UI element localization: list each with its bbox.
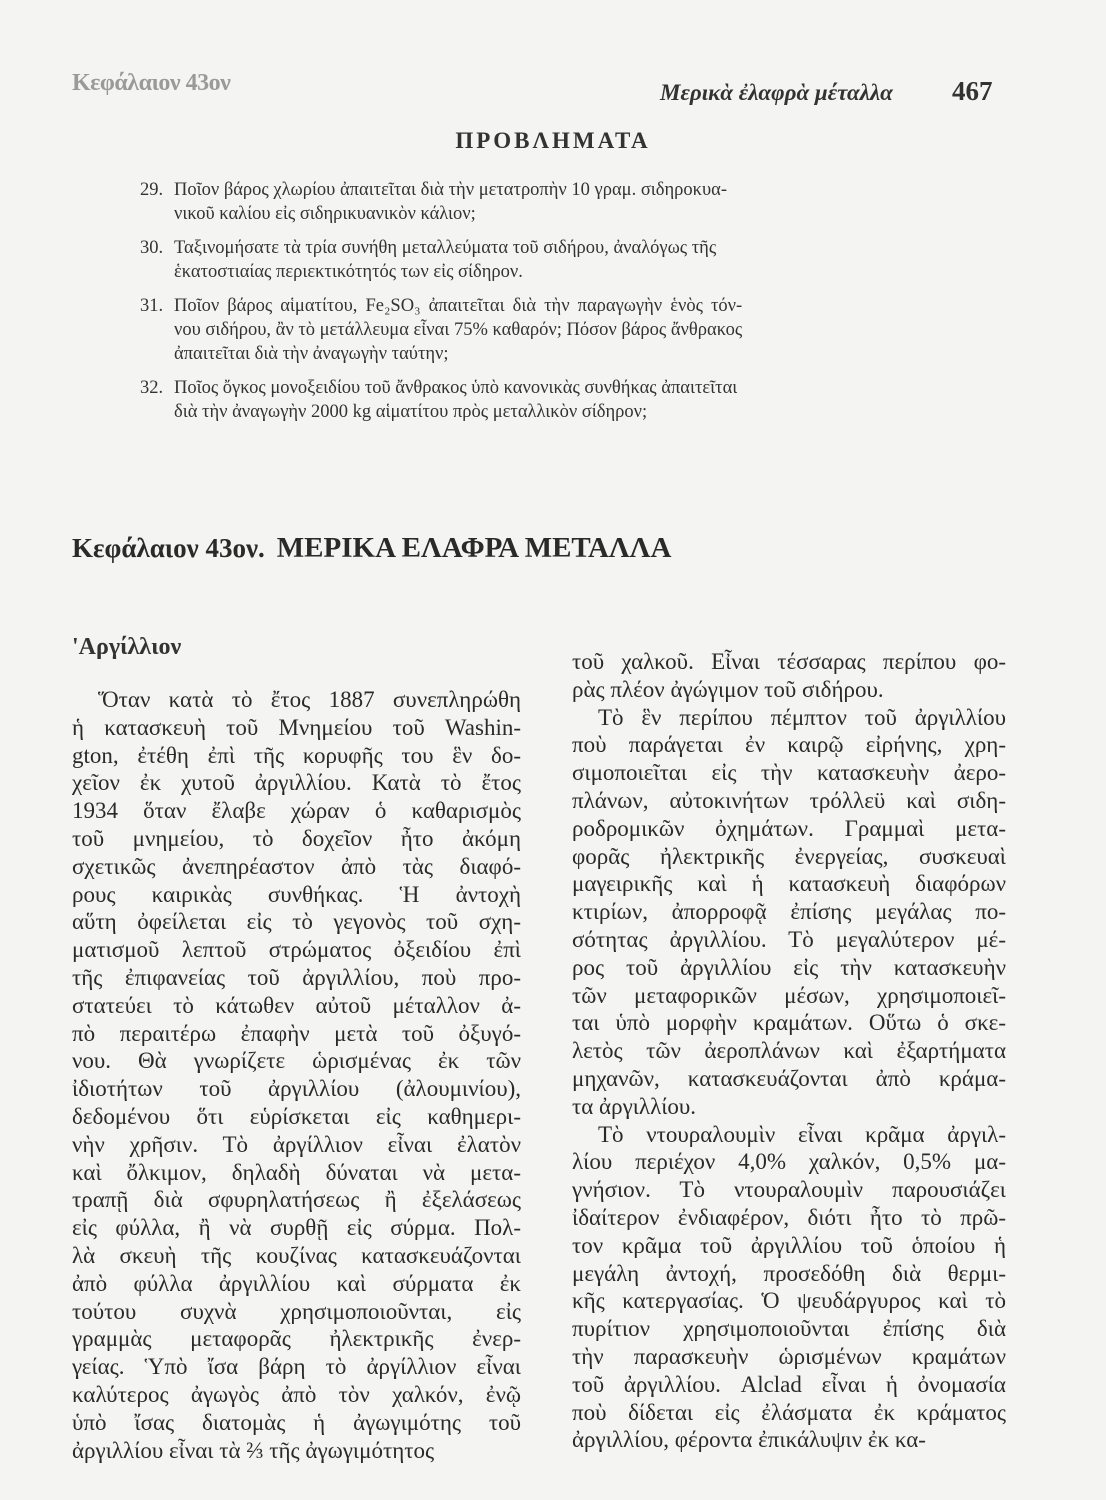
problem-text — [174, 178, 727, 226]
text-line: ματισμοῦ λεπτοῦ στρώματος ὀξειδίου ἐπὶ — [72, 937, 521, 963]
problem-line: διὰ τὴν ἀναγωγὴν 2000 kg αἱματίτου πρὸς μεταλλικὸν σίδηρον; — [174, 402, 648, 422]
problem-text — [174, 376, 737, 424]
text-line: ἀπὸ φύλλα ἀργιλλίου καὶ σύρματα ἐκ — [72, 1270, 521, 1296]
text-line: Τὸ ἓν περίπου πέμπτον τοῦ ἀργιλλίου — [598, 704, 1006, 730]
text-line: τῆς ἐπιφανείας τοῦ ἀργιλλίου, ποὺ προ- — [72, 964, 521, 990]
text-line: 1934 ὅταν ἔλαβε χώραν ὁ καθαρισμὸς — [72, 798, 521, 824]
text-line: γείας. Ὑπὸ ἴσα βάρη τὸ ἀργίλλιον εἶναι — [72, 1354, 521, 1380]
problem-text — [174, 236, 716, 284]
text-line: στατεύει τὸ κάτωθεν αὐτοῦ μέταλλον ἀ- — [72, 992, 521, 1018]
text-line: σότητας ἀργιλλίου. Τὸ μεγαλύτερον μέ- — [572, 926, 1006, 952]
text-line: εἰς φύλλα, ἢ νὰ συρθῇ εἰς σύρμα. Πολ- — [72, 1215, 521, 1241]
text-line: τοῦ χαλκοῦ. Εἶναι τέσσαρας περίπου φο- — [572, 649, 1006, 674]
text-line: ἀργιλλίου, φέροντα ἐπικάλυψιν ἐκ κα- — [572, 1427, 926, 1453]
problem-number: 31. — [140, 296, 164, 316]
problem-number: 32. — [140, 378, 164, 398]
problem-item — [140, 178, 990, 226]
text-line: αὕτη ὀφείλεται εἰς τὸ γεγονὸς τοῦ σχη- — [72, 909, 521, 935]
text-line: τον κρᾶμα τοῦ ἀργιλλίου τοῦ ὁποίου ἡ — [572, 1232, 1006, 1258]
problem-item — [140, 236, 990, 284]
text-line: λὰ σκευὴ τῆς κουζίνας κατασκευάζονται — [72, 1242, 521, 1268]
text-line: μηχανῶν, κατασκευάζονται ἀπὸ κράμα- — [572, 1065, 1006, 1091]
problem-line: ἀπαιτεῖται διὰ τὴν ἀναγωγὴν ταύτην; — [174, 344, 449, 364]
text-line: μαγειρικῆς καὶ ἡ κατασκευὴ διαφόρων — [572, 871, 1006, 897]
text-line: λετὸς τῶν ἀεροπλάνων καὶ ἐξαρτήματα — [572, 1038, 1006, 1064]
problem-line: ἑκατοστιαίας περιεκτικότητός των εἰς σίδηρον. — [174, 262, 523, 282]
problem-line: νικοῦ καλίου εἰς σιδηρικυανικὸν κάλιον; — [174, 204, 476, 224]
text-line: μεγάλη ἀντοχή, προσεδόθη διὰ θερμι- — [572, 1260, 1006, 1286]
text-line: τῶν μεταφορικῶν μέσων, χρησιμοποιεῖ- — [572, 982, 1006, 1008]
text-line: πλάνων, αὐτοκινήτων τρόλλεϋ καὶ σιδη- — [572, 787, 1006, 813]
section-heading: 'Αργίλλιον — [72, 634, 182, 660]
text-line: ὑπὸ ἴσας διατομὰς ἡ ἀγωγιμότης τοῦ — [72, 1409, 521, 1435]
text-line: ρὰς πλέον ἀγώγιμον τοῦ σιδήρου. — [572, 676, 884, 702]
text-line: ἰδιοτήτων τοῦ ἀργιλλίου (ἀλουμινίου), — [72, 1076, 521, 1102]
chapter-label: Κεφάλαιον 43ον. — [72, 533, 265, 563]
text-line: καλύτερος ἀγωγὸς ἀπὸ τὸν χαλκόν, ἐνῷ — [72, 1381, 521, 1407]
text-line: ποὺ δίδεται εἰς ἐλάσματα ἐκ κράματος — [572, 1399, 1006, 1425]
chapter-heading — [72, 532, 671, 565]
page-number: 467 — [952, 76, 993, 106]
text-line: σιμοποιεῖται εἰς τὴν κατασκευὴν ἀερο- — [572, 760, 1006, 786]
problems-title: ΠΡΟΒΛΗΜΑΤΑ — [455, 128, 651, 153]
text-line: gton, ἐτέθη ἐπὶ τῆς κορυφῆς του ἓν δο- — [72, 742, 521, 768]
text-line: δεδομένου ὅτι εὑρίσκεται εἰς καθημερι- — [72, 1103, 521, 1129]
text-line: πὸ περαιτέρω ἐπαφὴν μετὰ τοῦ ὀξυγό- — [72, 1020, 521, 1046]
text-line: κῆς κατεργασίας. Ὁ ψευδάργυρος καὶ τὸ — [572, 1288, 1006, 1314]
text-line: ρος τοῦ ἀργιλλίου εἰς τὴν κατασκευὴν — [572, 954, 1006, 980]
text-line: σχετικῶς ἀνεπηρέαστον ἀπὸ τὰς διαφό- — [72, 853, 521, 879]
left-column — [72, 686, 521, 1464]
chapter-title: ΜΕΡΙΚΑ ΕΛΑΦΡΑ ΜΕΤΑΛΛΑ — [276, 532, 672, 564]
text-line: τα ἀργιλλίου. — [572, 1093, 697, 1119]
text-line: ρους καιρικὰς συνθήκας. Ἡ ἀντοχὴ — [72, 881, 521, 907]
text-line: ἡ κατασκευὴ τοῦ Μνημείου τοῦ Washin- — [72, 714, 521, 740]
text-line: ται ὑπὸ μορφὴν κραμάτων. Οὕτω ὁ σκε- — [572, 1010, 1006, 1036]
text-line: λίου περιέχον 4,0% χαλκόν, 0,5% μα- — [572, 1149, 1006, 1175]
text-line: Τὸ ντουραλουμὶν εἶναι κρᾶμα ἀργιλ- — [598, 1121, 1006, 1147]
text-line: τὴν παρασκευὴν ὡρισμένων κραμάτων — [572, 1343, 1006, 1369]
running-header-chapter: Κεφάλαιον 43ον — [72, 70, 231, 96]
problems-list — [140, 178, 990, 434]
text-line: Ὅταν κατὰ τὸ ἔτος 1887 συνεπληρώθη — [98, 687, 521, 712]
problem-item — [140, 376, 990, 424]
text-line: ροδρομικῶν ὀχημάτων. Γραμμαὶ μετα- — [572, 815, 1006, 841]
problem-line: Ποῖον βάρος αἱματίτου, Fe₂SO₃ ἀπαιτεῖται διὰ τὴν παραγωγὴν ἑνὸς τόν- — [174, 296, 743, 316]
right-column — [572, 648, 1006, 1454]
problem-number: 30. — [140, 238, 164, 258]
text-line: γνήσιον. Τὸ ντουραλουμὶν παρουσιάζει — [572, 1177, 1006, 1203]
problem-line: Ταξινομήσατε τὰ τρία συνήθη μεταλλεύματα τοῦ σιδήρου, ἀναλόγως τῆς — [174, 238, 717, 258]
text-line: ποὺ παράγεται ἐν καιρῷ εἰρήνης, χρη- — [572, 732, 1006, 758]
problem-line: Ποῖος ὄγκος μονοξειδίου τοῦ ἄνθρακος ὑπὸ κανονικὰς συνθήκας ἀπαιτεῖται — [174, 378, 738, 398]
text-line: τούτου συχνὰ χρησιμοποιοῦνται, εἰς — [72, 1298, 521, 1324]
running-header-title: Μερικὰ ἐλαφρὰ μέταλλα — [660, 80, 893, 105]
text-line: τοῦ μνημείου, τὸ δοχεῖον ἦτο ἀκόμη — [72, 825, 521, 851]
text-line: τραπῇ διὰ σφυρηλατήσεως ἢ ἐξελάσεως — [72, 1187, 521, 1213]
text-line: νὴν χρῆσιν. Τὸ ἀργίλλιον εἶναι ἐλατὸν — [72, 1131, 521, 1157]
text-line: φορᾶς ἠλεκτρικῆς ἐνεργείας, συσκευαὶ — [572, 843, 1006, 869]
problem-line: νου σιδήρου, ἂν τὸ μετάλλευμα εἶναι 75% καθαρόν; Πόσον βάρος ἄνθρακος — [174, 320, 743, 340]
text-line: γραμμὰς μεταφορᾶς ἠλεκτρικῆς ἐνερ- — [72, 1326, 521, 1352]
problem-text — [174, 294, 742, 366]
problem-number: 29. — [140, 180, 164, 200]
text-line: καὶ ὄλκιμον, δηλαδὴ δύναται νὰ μετα- — [72, 1159, 521, 1185]
text-line: χεῖον ἐκ χυτοῦ ἀργιλλίου. Κατὰ τὸ ἔτος — [72, 770, 521, 796]
problem-item — [140, 294, 990, 366]
problem-line: Ποῖον βάρος χλωρίου ἀπαιτεῖται διὰ τὴν μετατροπὴν 10 γραμ. σιδηροκυα- — [174, 180, 727, 200]
text-line: πυρίτιον χρησιμοποιοῦνται ἐπίσης διὰ — [572, 1316, 1006, 1342]
text-line: τοῦ ἀργιλλίου. Alclad εἶναι ἡ ὀνομασία — [572, 1371, 1006, 1397]
text-line: ἰδαίτερον ἐνδιαφέρον, διότι ἦτο τὸ πρῶ- — [572, 1204, 1006, 1230]
text-line: νου. Θὰ γνωρίζετε ὡρισμένας ἐκ τῶν — [72, 1048, 521, 1074]
text-line: κτιρίων, ἀπορροφᾷ ἐπίσης μεγάλας πο- — [572, 899, 1006, 925]
text-line: ἀργιλλίου εἶναι τὰ ⅔ τῆς ἀγωγιμότητος — [72, 1437, 435, 1463]
